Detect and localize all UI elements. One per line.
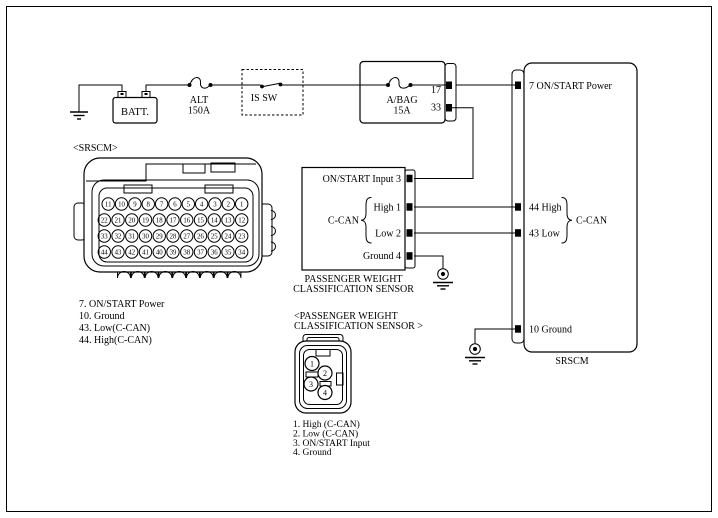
srscm-bus-label: C-CAN [576, 215, 608, 227]
srscm-connector-pin-number: 29 [155, 233, 163, 241]
srscm-connector-pin-number: 35 [224, 249, 232, 257]
alt-fuse-rating: 150A [187, 105, 211, 117]
pws-pin-list-line: 1. High (C-CAN) [293, 420, 360, 430]
srscm-connector-pin-number: 40 [155, 249, 163, 257]
abag-pin33 [446, 104, 452, 112]
pws-pin2-label: Low 2 [375, 228, 401, 240]
srscm-connector-pin-number: 13 [224, 217, 232, 225]
srscm-connector-pin-number: 2 [226, 201, 231, 209]
pws-pin1 [407, 203, 413, 211]
srscm-connector-pin-number: 16 [183, 217, 191, 225]
srscm-pin43-label: 43 Low [529, 228, 560, 240]
pws-pin-list-line: 3. ON/START Input [293, 439, 370, 449]
srscm-pin10-label: 10 Ground [529, 324, 573, 336]
srscm-connector-title: <SRSCM> [73, 143, 118, 154]
alt-fuse-name: ALT [189, 95, 209, 106]
pws-pin1-label: High 1 [373, 202, 401, 214]
svg-text:1: 1 [310, 359, 314, 369]
srscm-connector-pin-number: 42 [128, 249, 136, 257]
srscm-connector-pin-number: 19 [142, 217, 149, 225]
abag-pin17 [446, 82, 452, 90]
srscm-connector-pin-number: 38 [183, 249, 191, 257]
srscm-connector-pin-number: 5 [186, 201, 191, 209]
pws-caption-line2: CLASSIFICATION SENSOR [293, 284, 414, 295]
srscm-connector-pin-number: 26 [197, 233, 204, 241]
srscm-connector-pin-number: 32 [114, 233, 122, 241]
srscm-connector-pin-number: 39 [169, 249, 177, 257]
srscm-connector-pin-number: 14 [210, 217, 218, 225]
srscm-connector-pin-number: 4 [199, 201, 204, 209]
pws-caption-line1: PASSENGER WEIGHT [304, 274, 403, 285]
airbag-fuse-block [360, 62, 456, 124]
srscm-caption: SRSCM [555, 356, 589, 367]
srscm-connector-pin-number: 9 [133, 201, 137, 209]
ignition-switch-symbol [242, 70, 303, 116]
srscm-connector-pin-number: 23 [238, 233, 246, 241]
srscm-pin44 [515, 203, 521, 211]
srscm-module [512, 63, 637, 367]
pws-pin3-label: ON/START Input 3 [322, 174, 401, 185]
srscm-connector-pin-number: 44 [100, 249, 108, 257]
svg-text:2: 2 [323, 368, 327, 378]
pws-sensor-module [293, 168, 415, 296]
pws-pin2 [407, 229, 413, 237]
svg-text:4: 4 [323, 388, 327, 398]
pws-connector-title-line1: <PASSENGER WEIGHT [294, 311, 398, 322]
issw-label: IS SW [250, 93, 278, 104]
srscm-connector-pin-number: 7 [159, 201, 164, 209]
srscm-connector-pin-number: 37 [197, 249, 204, 257]
svg-text:3: 3 [309, 379, 313, 389]
abag-connector-strip [445, 64, 456, 122]
srscm-connector-pin-number: 33 [100, 233, 108, 241]
battery-positive-wire [146, 85, 189, 92]
srscm-connector-pin-number: 18 [155, 217, 163, 225]
srscm-ground-symbol [465, 329, 515, 364]
srscm-connector-pin-number: 6 [173, 201, 177, 209]
srscm-pin-list-line: 43. Low(C-CAN) [79, 323, 151, 334]
srscm-connector-pin-number: 31 [128, 233, 136, 241]
pws-pin4 [407, 252, 413, 260]
srscm-connector-pin-number: 21 [114, 217, 122, 225]
srscm-connector-pin-number: 43 [114, 249, 122, 257]
srscm-connector-pin-number: 22 [100, 217, 108, 225]
pws-bus-label: C-CAN [327, 215, 359, 227]
abag-pin17-label: 17 [431, 85, 441, 96]
srscm-pin7-label: 7 ON/START Power [529, 81, 612, 92]
alt-fuse-symbol [188, 78, 213, 117]
srscm-connector-pin-number: 27 [183, 233, 191, 241]
srscm-connector-pin-number: 34 [238, 249, 246, 257]
abag-fuse-name: A/BAG [386, 95, 418, 106]
switch-blade-icon [262, 83, 280, 87]
pws-pin4-label: Ground 4 [362, 251, 401, 262]
srscm-connector-pin-number: 20 [128, 217, 136, 225]
pws-connector-drawing [293, 311, 423, 458]
pws-pin-list-line: 2. Low (C-CAN) [293, 429, 359, 440]
srscm-connector-pin-number: 28 [169, 233, 177, 241]
pws-pin-list-line: 4. Ground [293, 448, 332, 458]
battery-symbol [70, 85, 189, 123]
fuse-curve-icon [190, 78, 210, 89]
abag-fuse-rating: 15A [393, 105, 411, 117]
pws-connector-title-line2: CLASSIFICATION SENSOR > [294, 321, 423, 332]
srscm-connector-pin-number: 8 [146, 201, 150, 209]
ground-icon [70, 112, 88, 119]
srscm-connector-pin-number: 24 [224, 233, 232, 241]
battery-label: BATT. [120, 107, 150, 118]
srscm-connector-pin-number: 15 [197, 217, 204, 225]
srscm-connector-pin-number: 1 [239, 201, 244, 209]
pws-ground-symbol [414, 256, 453, 289]
abag-pin33-label: 33 [431, 102, 441, 114]
srscm-connector-pin-number: 41 [142, 249, 149, 257]
srscm-pin43 [515, 229, 521, 237]
srscm-connector-pin-number: 12 [238, 217, 246, 225]
srscm-connector-pin-number: 36 [210, 249, 218, 257]
srscm-pin-list-line: 7. ON/START Power [79, 299, 165, 310]
connector-bottom-skirt [116, 272, 241, 278]
srscm-pin44-label: 44 High [529, 202, 562, 214]
srscm-pin-list-line: 44. High(C-CAN) [79, 335, 152, 346]
srscm-connector-pin-number: 3 [213, 201, 217, 209]
pws-pin3 [407, 175, 413, 183]
srscm-connector-pin-number: 30 [142, 233, 149, 241]
srscm-connector-pin-number: 10 [118, 201, 125, 209]
srscm-connector-drawing [73, 143, 276, 346]
srscm-connector-pin-number: 25 [210, 233, 218, 241]
srscm-connector-pin-number: 17 [169, 217, 177, 225]
srscm-connector-pin-number: 11 [104, 201, 112, 209]
srscm-pin-list-line: 10. Ground [79, 311, 125, 322]
srscm-pin7 [515, 82, 521, 90]
srscm-pin10 [515, 325, 521, 333]
